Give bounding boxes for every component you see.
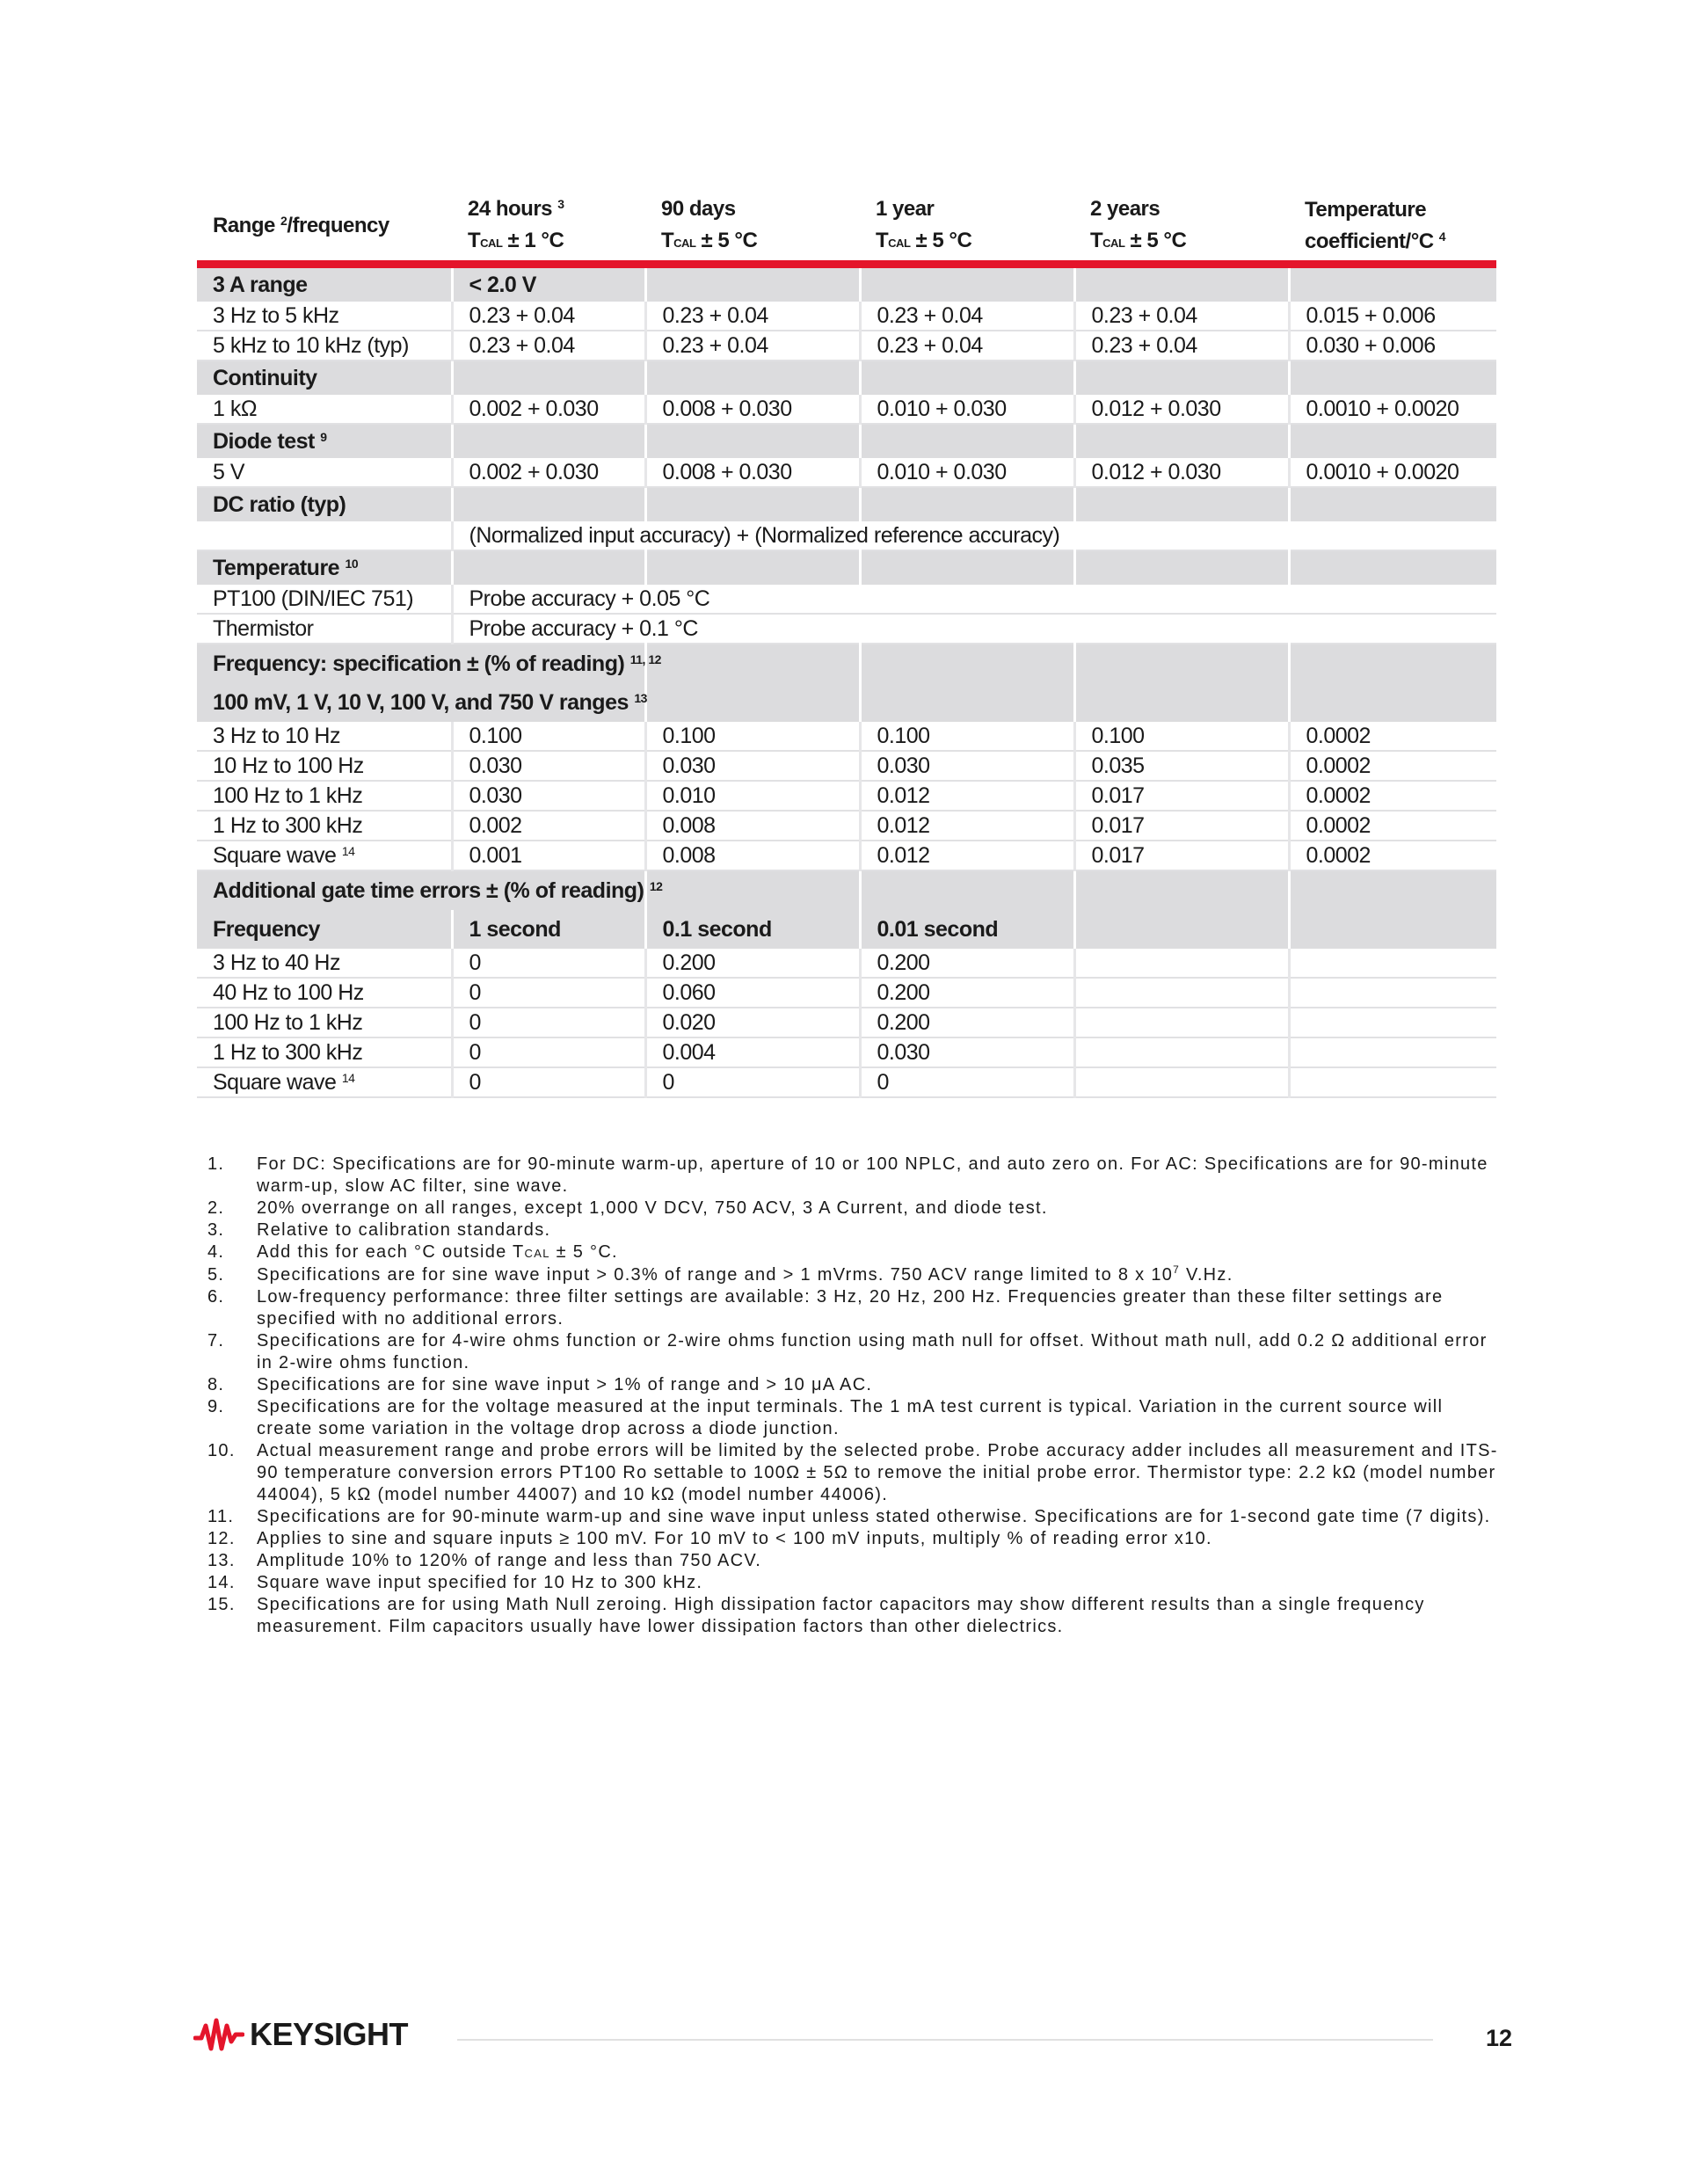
table-cell: 0 bbox=[452, 949, 645, 978]
table-cell: 0.010 + 0.030 bbox=[860, 395, 1074, 424]
table-cell: 0.012 + 0.030 bbox=[1074, 395, 1289, 424]
table-cell bbox=[452, 550, 645, 585]
section-dc-ratio bbox=[197, 487, 1496, 521]
table-row bbox=[197, 781, 1496, 811]
table-row bbox=[197, 458, 1496, 487]
table-cell: 0.012 bbox=[860, 841, 1074, 870]
footnote: 7. Specifications are for 4-wire ohms function or 2-wire ohms function using math null for offset. Without math null, add 0.2 Ω additional error in 2-wire ohms function. bbox=[207, 1331, 1488, 1372]
footnote: 11. Specifications are for 90-minute warm-up and sine wave input unless stated otherwise. Specifications are for 1-second gate time (7 digits). bbox=[207, 1507, 1491, 1526]
section-gate-time-errors bbox=[197, 870, 1496, 910]
table-cell: 0 bbox=[452, 1037, 645, 1067]
table-cell: < 2.0 V bbox=[452, 265, 645, 302]
table-cell bbox=[1289, 949, 1496, 978]
table-row bbox=[197, 614, 1496, 644]
table-row bbox=[197, 722, 1496, 751]
table-cell bbox=[860, 550, 1074, 585]
table-cell bbox=[452, 487, 645, 521]
keysight-wave-icon bbox=[193, 2015, 244, 2054]
table-cell: 0.0002 bbox=[1289, 751, 1496, 781]
table-cell: 0.002 + 0.030 bbox=[452, 458, 645, 487]
table-cell: 0 bbox=[452, 1008, 645, 1037]
table-cell: 0.030 bbox=[452, 751, 645, 781]
table-cell bbox=[860, 360, 1074, 395]
table-cell: Probe accuracy + 0.1 °C bbox=[452, 614, 1496, 644]
table-row bbox=[197, 331, 1496, 360]
header-2-years: 2 years TCAL ± 5 °C bbox=[1074, 192, 1289, 265]
table-cell: Thermistor bbox=[197, 614, 452, 644]
table-cell: 0.23 + 0.04 bbox=[860, 302, 1074, 331]
header-temperature-coefficient: Temperature coefficient/°C $^4$ bbox=[1289, 192, 1496, 265]
table-cell bbox=[860, 870, 1074, 910]
table-cell bbox=[1289, 978, 1496, 1008]
specification-table bbox=[197, 192, 1496, 1098]
table-cell: 0.200 bbox=[860, 949, 1074, 978]
table-cell bbox=[1289, 424, 1496, 458]
table-row bbox=[197, 395, 1496, 424]
table-cell: 0.23 + 0.04 bbox=[860, 331, 1074, 360]
table-cell bbox=[1074, 949, 1289, 978]
table-cell: 1 Hz to 300 kHz bbox=[197, 1037, 452, 1067]
table-cell bbox=[645, 870, 860, 910]
brand-name: KEYSIGHT bbox=[250, 2016, 409, 2052]
table-cell: 0.23 + 0.04 bbox=[1074, 331, 1289, 360]
table-cell: 0.0002 bbox=[1289, 781, 1496, 811]
section-3a-range bbox=[197, 265, 1496, 302]
table-cell: Square wave $^{14}$ bbox=[197, 841, 452, 870]
table-cell: 3 A range bbox=[197, 265, 452, 302]
table-cell: 0.008 bbox=[645, 841, 860, 870]
table-cell: 0.012 bbox=[860, 811, 1074, 841]
table-row bbox=[197, 1037, 1496, 1067]
table-cell bbox=[860, 683, 1074, 722]
table-cell: 0.030 bbox=[860, 1037, 1074, 1067]
table-cell bbox=[1289, 487, 1496, 521]
table-row bbox=[197, 978, 1496, 1008]
table-cell: 0.001 bbox=[452, 841, 645, 870]
table-row bbox=[197, 949, 1496, 978]
table-cell: 0.017 bbox=[1074, 841, 1289, 870]
table-cell bbox=[1289, 644, 1496, 683]
table-cell: 0.01 second bbox=[860, 910, 1074, 949]
table-cell bbox=[1289, 360, 1496, 395]
table-cell: 0.0002 bbox=[1289, 722, 1496, 751]
table-cell bbox=[645, 683, 860, 722]
table-cell bbox=[1074, 683, 1289, 722]
footnote: 14. Square wave input specified for 10 Hz to 300 kHz. bbox=[207, 1573, 703, 1592]
table-cell: 1 Hz to 300 kHz bbox=[197, 811, 452, 841]
header-24-hours: 24 hours $^3$ TCAL ± 1 °C bbox=[452, 192, 645, 265]
table-cell: 0.23 + 0.04 bbox=[452, 331, 645, 360]
table-cell bbox=[1074, 424, 1289, 458]
table-cell bbox=[1289, 1037, 1496, 1067]
table-row bbox=[197, 1067, 1496, 1097]
footnote: 2. 20% overrange on all ranges, except 1,000 V DCV, 750 ACV, 3 A Current, and diode test. bbox=[207, 1198, 1048, 1218]
table-cell: Frequency bbox=[197, 910, 452, 949]
table-cell: 0.200 bbox=[860, 1008, 1074, 1037]
table-cell: Continuity bbox=[197, 360, 452, 395]
table-cell bbox=[452, 424, 645, 458]
footnote: 6. Low-frequency performance: three filter settings are available: 3 Hz, 20 Hz, 200 Hz. Frequencies greater than these filter settings are specified with no additional errors. bbox=[207, 1287, 1444, 1329]
header-range: Range $^2$/frequency bbox=[197, 192, 452, 265]
page-number: 12 bbox=[1486, 2025, 1513, 2051]
table-cell: 0.002 bbox=[452, 811, 645, 841]
table-cell: 0.008 + 0.030 bbox=[645, 458, 860, 487]
table-header-row bbox=[197, 192, 1496, 265]
table-row bbox=[197, 841, 1496, 870]
table-cell bbox=[860, 487, 1074, 521]
table-cell: 0 bbox=[452, 978, 645, 1008]
table-cell: 0.004 bbox=[645, 1037, 860, 1067]
table-cell: Additional gate time errors ± (% of reading) $^{12}$ bbox=[197, 870, 645, 910]
table-cell bbox=[645, 487, 860, 521]
section-frequency bbox=[197, 644, 1496, 683]
table-cell bbox=[452, 360, 645, 395]
table-cell: 3 Hz to 40 Hz bbox=[197, 949, 452, 978]
footnote: 13. Amplitude 10% to 120% of range and less than 750 ACV. bbox=[207, 1551, 762, 1570]
table-cell bbox=[1074, 1037, 1289, 1067]
footnote: 5. Specifications are for sine wave input > 0.3% of range and > 1 mVrms. 750 ACV range limited to 8 x $10^7$ V.Hz. bbox=[207, 1263, 1233, 1285]
table-cell: 0.0010 + 0.0020 bbox=[1289, 458, 1496, 487]
table-cell: 0.015 + 0.006 bbox=[1289, 302, 1496, 331]
section-temperature bbox=[197, 550, 1496, 585]
table-cell: Temperature $^{10}$ bbox=[197, 550, 452, 585]
table-cell: 3 Hz to 5 kHz bbox=[197, 302, 452, 331]
table-cell: 0.23 + 0.04 bbox=[645, 302, 860, 331]
table-cell: 0.002 + 0.030 bbox=[452, 395, 645, 424]
table-cell: 5 kHz to 10 kHz (typ) bbox=[197, 331, 452, 360]
table-cell: 0.008 + 0.030 bbox=[645, 395, 860, 424]
table-row bbox=[197, 585, 1496, 614]
table-cell bbox=[1074, 550, 1289, 585]
table-row bbox=[197, 521, 1496, 550]
table-cell: 0.010 bbox=[645, 781, 860, 811]
table-cell: 0.0010 + 0.0020 bbox=[1289, 395, 1496, 424]
table-cell bbox=[1074, 265, 1289, 302]
keysight-logo bbox=[193, 2015, 408, 2054]
footnote: 15. Specifications are for using Math Null zeroing. High dissipation factor capacitors may show different results than a single frequency measurement. Film capacitors usually have lower dissipation factors than other dielectrics. bbox=[207, 1595, 1425, 1636]
table-cell: DC ratio (typ) bbox=[197, 487, 452, 521]
table-cell bbox=[1289, 910, 1496, 949]
header-90-days: 90 days TCAL ± 5 °C bbox=[645, 192, 860, 265]
table-row bbox=[197, 751, 1496, 781]
table-cell: 0.017 bbox=[1074, 811, 1289, 841]
table-cell: 100 mV, 1 V, 10 V, 100 V, and 750 V ranges $^{13}$ bbox=[197, 683, 645, 722]
footnote: 1. For DC: Specifications are for 90-minute warm-up, aperture of 10 or 100 NPLC, and auto zero on. For AC: Specifications are for 90-minute warm-up, slow AC filter, sine wave. bbox=[207, 1154, 1488, 1196]
table-cell: 0.23 + 0.04 bbox=[452, 302, 645, 331]
table-cell bbox=[645, 644, 860, 683]
table-cell bbox=[1289, 1067, 1496, 1097]
table-row bbox=[197, 1008, 1496, 1037]
table-cell bbox=[1289, 870, 1496, 910]
table-cell: 0.100 bbox=[1074, 722, 1289, 751]
table-cell bbox=[1074, 1008, 1289, 1037]
table-cell: (Normalized input accuracy) + (Normalized reference accuracy) bbox=[452, 521, 1496, 550]
table-cell: 0.020 bbox=[645, 1008, 860, 1037]
table-cell bbox=[1074, 487, 1289, 521]
table-cell: 0.0002 bbox=[1289, 811, 1496, 841]
table-cell bbox=[1289, 550, 1496, 585]
table-cell: Probe accuracy + 0.05 °C bbox=[452, 585, 1496, 614]
table-cell: PT100 (DIN/IEC 751) bbox=[197, 585, 452, 614]
table-cell: 3 Hz to 10 Hz bbox=[197, 722, 452, 751]
table-cell: 0.012 + 0.030 bbox=[1074, 458, 1289, 487]
table-cell: 0.100 bbox=[860, 722, 1074, 751]
table-cell: 0.0002 bbox=[1289, 841, 1496, 870]
table-cell: 0.030 bbox=[452, 781, 645, 811]
footnotes bbox=[207, 1154, 1500, 1638]
section-gate-header bbox=[197, 910, 1496, 949]
table-cell: 0.010 + 0.030 bbox=[860, 458, 1074, 487]
footer-divider bbox=[457, 2039, 1433, 2041]
table-cell: 0.1 second bbox=[645, 910, 860, 949]
table-cell: 5 V bbox=[197, 458, 452, 487]
table-cell bbox=[1289, 683, 1496, 722]
table-cell: 1 kΩ bbox=[197, 395, 452, 424]
table-cell: 0.060 bbox=[645, 978, 860, 1008]
table-cell bbox=[860, 424, 1074, 458]
table-cell: 10 Hz to 100 Hz bbox=[197, 751, 452, 781]
table-cell bbox=[1074, 360, 1289, 395]
table-cell bbox=[1074, 978, 1289, 1008]
table-row bbox=[197, 302, 1496, 331]
footnote: 4. Add this for each °C outside TCAL ± 5 °C. bbox=[207, 1242, 618, 1262]
table-cell: 0.008 bbox=[645, 811, 860, 841]
table-cell bbox=[645, 360, 860, 395]
section-frequency-ranges bbox=[197, 683, 1496, 722]
table-cell bbox=[1074, 910, 1289, 949]
section-continuity bbox=[197, 360, 1496, 395]
table-cell: 0.200 bbox=[860, 978, 1074, 1008]
table-cell: 0 bbox=[645, 1067, 860, 1097]
table-cell: 0 bbox=[860, 1067, 1074, 1097]
table-cell bbox=[1074, 644, 1289, 683]
table-cell bbox=[1289, 1008, 1496, 1037]
table-cell: Diode test $^9$ bbox=[197, 424, 452, 458]
table-cell bbox=[1289, 265, 1496, 302]
table-cell: 0.035 bbox=[1074, 751, 1289, 781]
table-cell: 0.100 bbox=[452, 722, 645, 751]
table-cell: 0.030 + 0.006 bbox=[1289, 331, 1496, 360]
table-cell bbox=[645, 424, 860, 458]
table-cell: 0.030 bbox=[860, 751, 1074, 781]
table-cell: 0.100 bbox=[645, 722, 860, 751]
table-cell: 0.200 bbox=[645, 949, 860, 978]
table-cell: 100 Hz to 1 kHz bbox=[197, 781, 452, 811]
table-cell bbox=[1074, 870, 1289, 910]
table-cell: 100 Hz to 1 kHz bbox=[197, 1008, 452, 1037]
footnote: 9. Specifications are for the voltage measured at the input terminals. The 1 mA test current is typical. Variation in the current source will create some variation in the voltage drop across a diode junction. bbox=[207, 1397, 1444, 1438]
table-cell: 0.012 bbox=[860, 781, 1074, 811]
table-cell: 0.030 bbox=[645, 751, 860, 781]
footnote: 3. Relative to calibration standards. bbox=[207, 1220, 551, 1240]
table-cell bbox=[1074, 1067, 1289, 1097]
footnote: 8. Specifications are for sine wave input > 1% of range and > 10 μA AC. bbox=[207, 1375, 873, 1394]
table-cell: Square wave $^{14}$ bbox=[197, 1067, 452, 1097]
table-cell: Frequency: specification ± (% of reading) $^{11, 12}$ bbox=[197, 644, 645, 683]
table-cell bbox=[645, 550, 860, 585]
table-cell: 1 second bbox=[452, 910, 645, 949]
table-cell bbox=[645, 265, 860, 302]
table-cell bbox=[197, 521, 452, 550]
section-diode-test bbox=[197, 424, 1496, 458]
footnote: 10. Actual measurement range and probe errors will be limited by the selected probe. Probe accuracy adder includes all measurement and ITS-90 temperature conversion errors PT100 Ro settable to 100Ω ± 5Ω to remove the initial probe error. Thermistor type: 2.2 kΩ (model number 44004), 5 kΩ (model number 44007) and 10 kΩ (model number 44006). bbox=[207, 1441, 1498, 1504]
table-row bbox=[197, 811, 1496, 841]
table-cell: 0.017 bbox=[1074, 781, 1289, 811]
table-cell: 0.23 + 0.04 bbox=[645, 331, 860, 360]
table-cell bbox=[860, 265, 1074, 302]
table-cell: 40 Hz to 100 Hz bbox=[197, 978, 452, 1008]
table-cell: 0 bbox=[452, 1067, 645, 1097]
table-cell: 0.23 + 0.04 bbox=[1074, 302, 1289, 331]
footnote: 12. Applies to sine and square inputs ≥ 100 mV. For 10 mV to < 100 mV inputs, multiply % of reading error x10. bbox=[207, 1529, 1212, 1548]
table-cell bbox=[860, 644, 1074, 683]
header-1-year: 1 year TCAL ± 5 °C bbox=[860, 192, 1074, 265]
